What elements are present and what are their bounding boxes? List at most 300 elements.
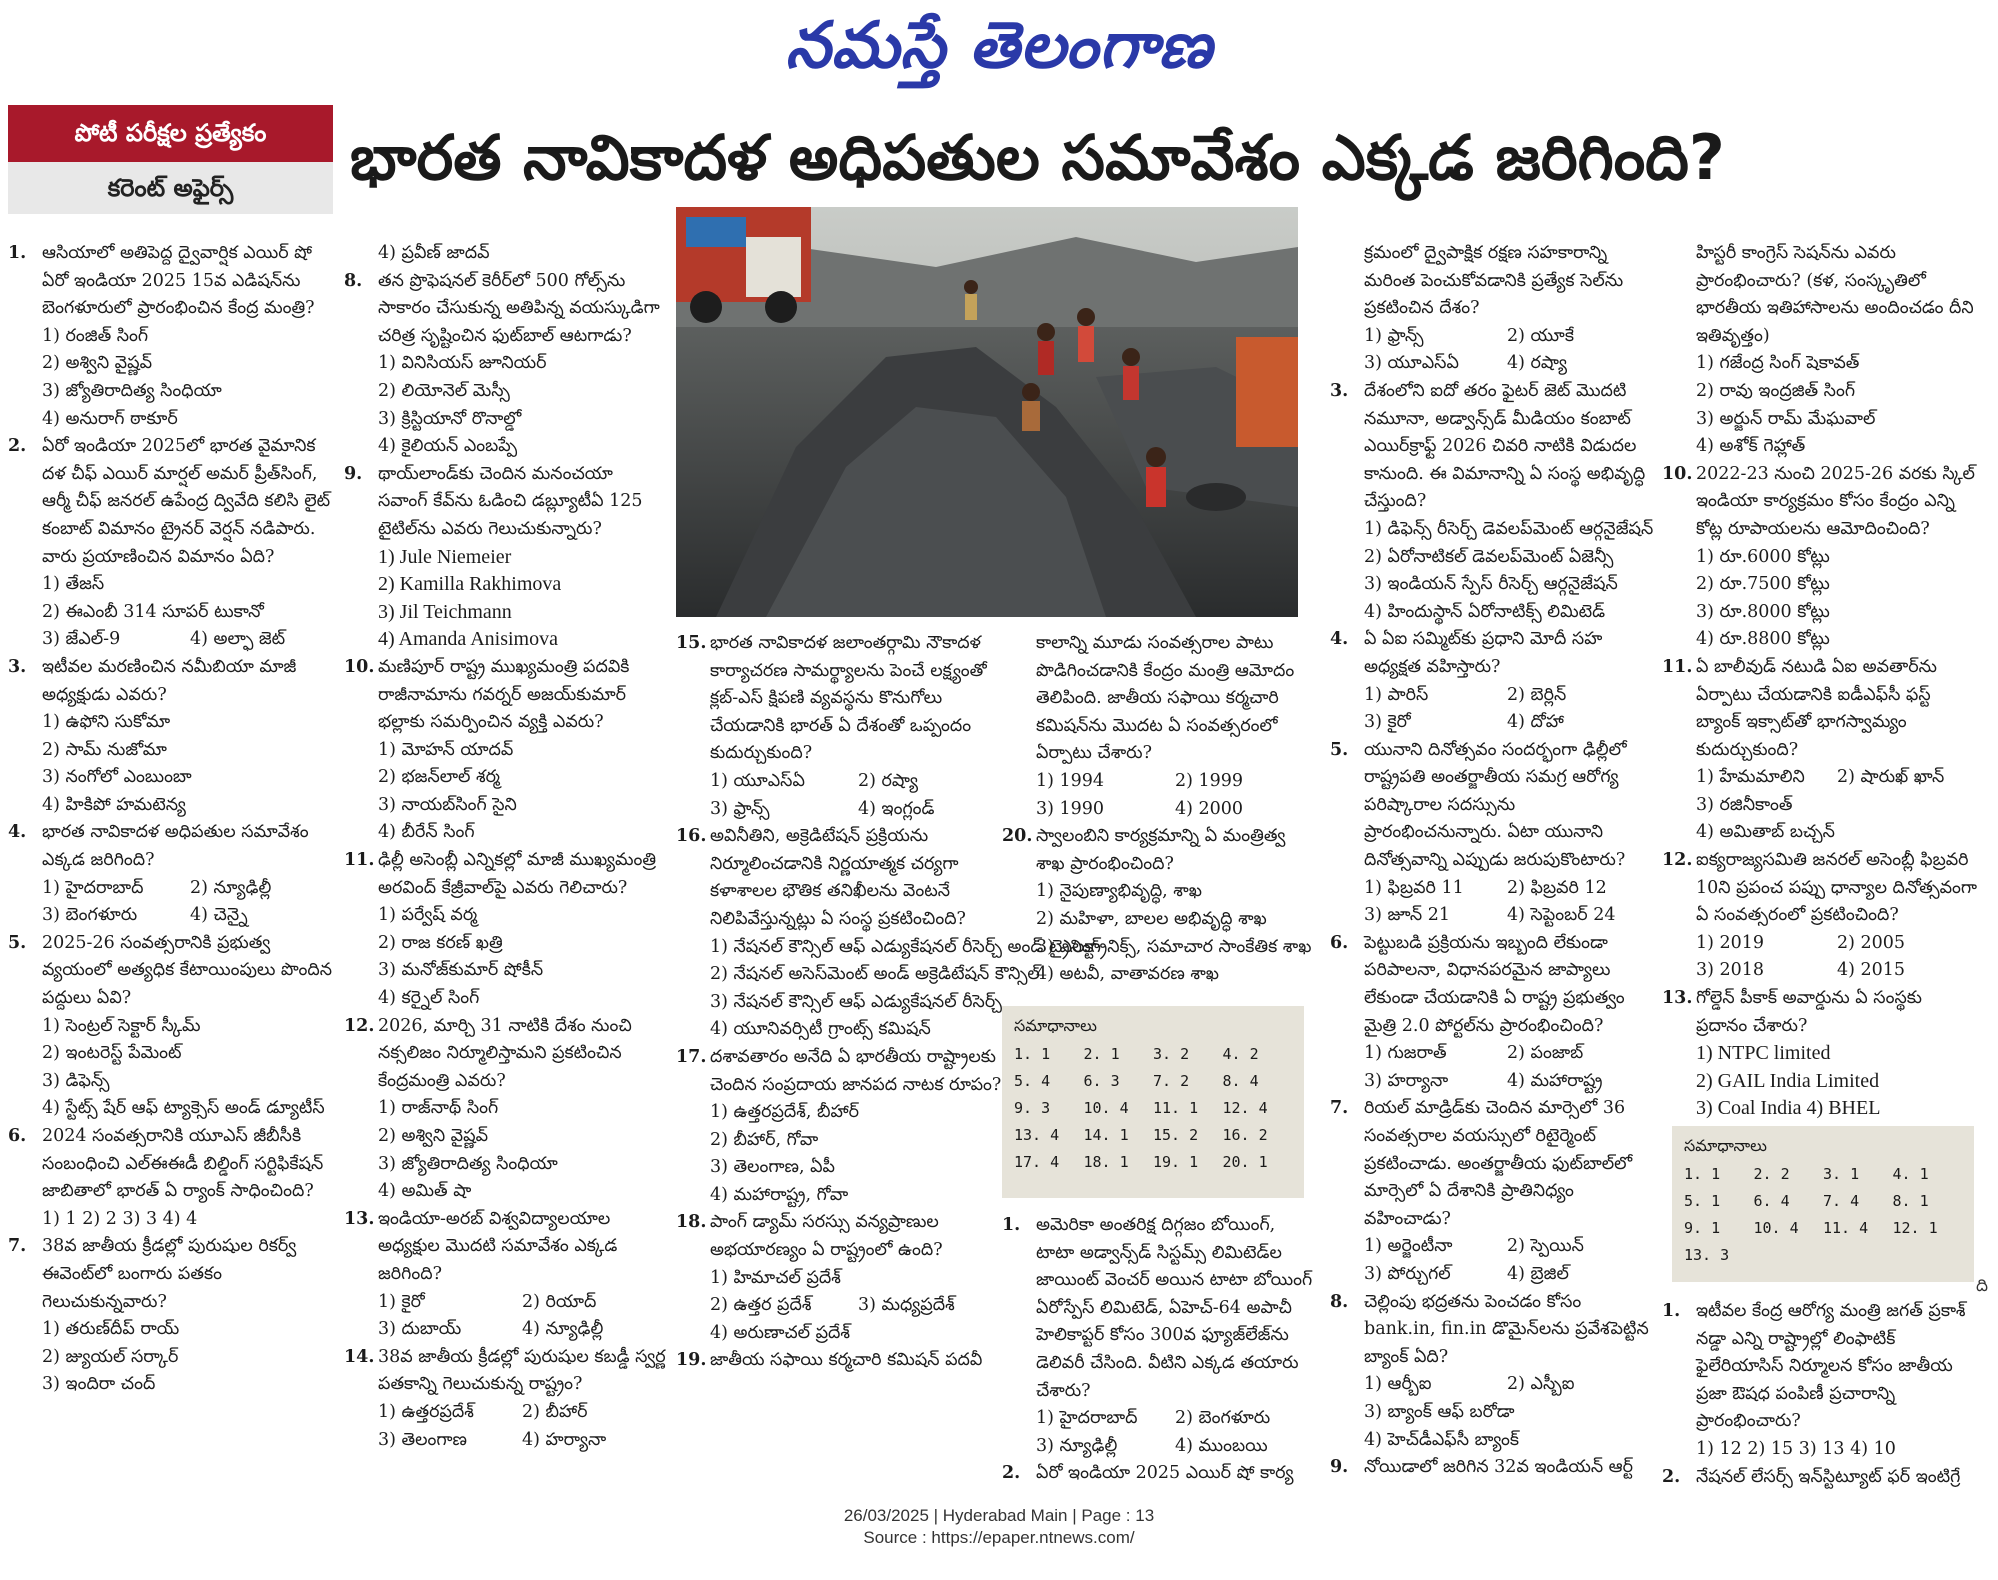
option-item: 3) యూఎస్ఏ: [1364, 353, 1459, 374]
question-text: పాంగ్ డ్యామ్ సరస్సు వన్యప్రాణుల అభయారణ్యం ఏ రాష్ట్రంలో ఉంది?: [710, 1212, 943, 1261]
question-number: 9.: [344, 463, 363, 484]
option-item: 1) రంజిత్ సింగ్: [42, 325, 149, 346]
option-item: 1) Jule Niemeier: [378, 545, 512, 568]
question-block: [676, 1044, 1006, 1210]
answer-item: 9. 1: [1684, 1219, 1721, 1237]
question-block: [1662, 240, 1978, 461]
options-group: [1662, 930, 1978, 985]
answer-item: 13. 3: [1684, 1246, 1730, 1264]
answer-item: 12. 1: [1892, 1219, 1938, 1237]
question-block: [1330, 1454, 1650, 1482]
question-text: స్వాలంబిని కార్యక్రమాన్ని ఏ మంత్రిత్వ శాఖ ప్రారంభించింది?: [1036, 826, 1286, 874]
question-number: 4.: [1330, 629, 1349, 650]
option-item: 2) బెంగళూరు: [1175, 1408, 1271, 1429]
question-number: 8.: [1330, 1291, 1349, 1312]
option-item: 3) 2018: [1696, 960, 1765, 981]
answer-item: 11. 1: [1153, 1099, 1199, 1117]
question-block: [1002, 1212, 1314, 1460]
option-item: 3) హర్యానా: [1364, 1070, 1449, 1091]
question-number: 13.: [1662, 988, 1693, 1009]
answer-item: 7. 2: [1153, 1072, 1190, 1090]
question-row: [344, 1013, 666, 1096]
question-row: [1330, 378, 1650, 516]
option-item: 4) Amanda Anisimova: [378, 628, 558, 651]
option-item: 1) ఉత్తరప్రదేశ్, బీహార్: [710, 1102, 859, 1123]
option-item: 1) గజేంద్ర సింగ్ షెకావత్: [1696, 353, 1860, 374]
option-item: 4) అల్ఫా జెట్: [190, 629, 286, 650]
option-item: 1) వినిసియస్ జూనియర్: [378, 353, 547, 374]
option-item: 3) జూన్ 21: [1364, 905, 1451, 926]
question-number: 10.: [344, 656, 375, 677]
option-item: 2) 2005: [1837, 932, 1906, 953]
option-item: 2) మహిళా, బాలల అభివృద్ధి శాఖ: [1036, 908, 1267, 929]
option-item: 1) మోహన్ యాదవ్: [378, 739, 514, 760]
option-item: 4) హిందుస్థాన్ ఏరోనాటిక్స్ లిమిటెడ్: [1364, 601, 1606, 622]
option-item: 2) షారుఖ్ ఖాన్: [1837, 767, 1945, 788]
option-item: 3) ఇండియన్ స్పేస్ రీసెర్చ్ ఆర్గనైజేషన్: [1364, 574, 1618, 595]
question-text: హిస్టరీ కాంగ్రెస్ సెషన్‌ను ఎవరు ప్రారంభించారు? (కళ, సంస్కృతిలో భారతీయ ఇతిహాసాలను అందించడం దీని ఇతివృత్తం): [1696, 243, 1974, 346]
question-text: ఐక్యరాజ్యసమితి జనరల్ అసెంబ్లీ ఫిబ్రవరి 10ని ప్రపంచ పప్పు ధాన్యాల దినోత్సవంగా ఏ సంవత్సరంలో ప్రకటించింది?: [1696, 850, 1978, 926]
option-item: 1) హిమాచల్ ప్రదేశ్: [710, 1267, 841, 1288]
question-block: [1662, 654, 1978, 847]
answer-item: 5. 1: [1684, 1192, 1721, 1210]
question-row: [1002, 1460, 1314, 1488]
option-item: 1) పర్వేష్ వర్మ: [378, 905, 478, 926]
question-number: 11.: [1662, 656, 1693, 677]
option-item: 2) పంజాబ్: [1507, 1043, 1584, 1064]
option-item: 1) ఆర్బీఐ: [1364, 1374, 1432, 1395]
question-text: భారత నావికాదళ జలాంతర్గామి నౌకాదళ కార్యాచరణ సామర్థ్యాలను పెంచే లక్ష్యంతో క్లబ్-ఎస్ క్షిపణి వ్యవస్థను కొనుగోలు చేయడానికి భారత్ ఏ దేశంతో ఒప్పందం కుదుర్చుకుంది?: [710, 633, 987, 764]
option-item: 2) భజన్‌లాల్ శర్మ: [378, 767, 500, 788]
answer-item: 7. 4: [1823, 1192, 1860, 1210]
question-block: [344, 1013, 666, 1206]
answer-item: 6. 4: [1753, 1192, 1790, 1210]
question-text: ఏ ఏఐ సమ్మిట్‌కు ప్రధాని మోదీ సహ అధ్యక్షత వహిస్తారు?: [1364, 629, 1603, 677]
question-block: [344, 268, 666, 461]
question-block: [676, 1209, 1006, 1347]
answer-item: 2. 2: [1753, 1165, 1790, 1183]
question-row: [1330, 930, 1650, 1040]
question-number: 6.: [8, 1126, 27, 1146]
answer-key-title: సమాధానాలు: [1684, 1136, 1767, 1155]
question-text: జాతీయ సఫాయి కర్మచారి కమిషన్ పదవీ: [710, 1350, 983, 1371]
question-block: [1330, 240, 1650, 378]
question-block: [1662, 847, 1978, 985]
answer-item: 20. 1: [1222, 1153, 1268, 1171]
column-6: [1662, 240, 1978, 1123]
option-item: 4) న్యూఢిల్లీ: [522, 1319, 604, 1340]
question-block: [344, 240, 666, 268]
question-row: [344, 654, 666, 737]
question-text: ఆసియాలో అతిపెద్ద ద్వైవార్షిక ఎయిర్ షో ఏరో ఇండియా 2025 15వ ఎడిషన్‌ను బెంగళూరులో ప్రారంభించిన కేంద్ర మంత్రి?: [42, 243, 315, 319]
option-item: 2) రియాద్: [522, 1291, 597, 1312]
option-item: 1) 1994: [1036, 770, 1105, 791]
question-text: యునాని దినోత్సవం సందర్భంగా ఢిల్లీలో రాష్ట్రపతి అంతర్జాతీయ సమగ్ర ఆరోగ్య పరిష్కారాల సదస్సును ప్రారంభించనున్నారు. ఏటా యునాని దినోత్సవాన్ని ఎప్పుడు జరుపుకొంటారు?: [1364, 739, 1627, 871]
question-row: [8, 819, 338, 874]
option-item: 3) క్రిస్టియానో రొనాల్డో: [378, 408, 522, 429]
question-number: 9.: [1330, 1457, 1349, 1478]
option-item: 4) కైలియన్ ఎంబప్పే: [378, 436, 518, 457]
option-item: 1) 2019: [1696, 932, 1765, 953]
option-item: 4) 2015: [1837, 960, 1906, 981]
option-item: 3) పోర్చుగల్: [1364, 1263, 1451, 1284]
question-number: [1662, 240, 1696, 350]
answer-item: 6. 3: [1083, 1072, 1120, 1090]
option-item: 2) నేషనల్ అసెస్‌మెంట్ అండ్ అక్రెడిటేషన్ కౌన్సిల్: [710, 964, 1040, 985]
option-item: 1) హేమమాలిని: [1696, 767, 1805, 788]
option-item: 4) హికిపో హమటెన్య: [42, 794, 186, 815]
option-item: 2) 1999: [1175, 770, 1244, 791]
option-item: 3) రజినీకాంత్: [1696, 794, 1793, 815]
question-row: [344, 268, 666, 351]
question-number: 1.: [1002, 1215, 1021, 1235]
options-group: [1330, 1371, 1650, 1454]
option-item: 3) జ్యోతిరాదిత్య సింధియా: [42, 380, 222, 401]
question-block: [1330, 737, 1650, 930]
option-item: 1) NTPC limited: [1696, 1042, 1831, 1065]
options-group: [344, 240, 666, 268]
option-item: 3) కైరో: [1364, 712, 1411, 733]
answer-item: 4. 1: [1892, 1165, 1929, 1183]
option-item: 1) నైపుణ్యాభివృద్ధి, శాఖ: [1036, 881, 1202, 902]
question-number: 20.: [1002, 826, 1033, 847]
coal-mine-photo-svg: [676, 207, 1298, 617]
question-row: [1330, 737, 1650, 875]
options-group: [8, 709, 338, 819]
question-row: [1662, 1464, 1978, 1492]
answer-key-1: [1002, 1006, 1304, 1198]
options-group: [8, 1206, 338, 1234]
options-group: [344, 737, 666, 847]
question-text: తన ప్రొఫెషనల్ కెరీర్‌లో 500 గోల్స్‌ను సాకారం చేసుకున్న అతిపిన్న వయస్కుడిగా చరిత్ర సృష్టించిన ఫుట్‌బాల్ ఆటగాడు?: [378, 270, 660, 346]
option-item: 3) జేఎల్-9: [42, 629, 121, 650]
answer-item: 19. 1: [1153, 1153, 1199, 1171]
option-item: 2) సామ్ నుజోమా: [42, 739, 167, 760]
option-item: 4) బ్రెజిల్: [1507, 1263, 1569, 1284]
option-item: 1) 12 2) 15 3) 13 4) 10: [1696, 1438, 1896, 1459]
option-item: 4) 2000: [1175, 798, 1244, 819]
question-text: ఇటీవల మరణించిన నమీబియా మాజీ అధ్యక్షుడు ఎవరు?: [42, 656, 297, 705]
option-item: 4) అమిత్ షా: [378, 1181, 472, 1202]
question-block: [8, 930, 338, 1123]
question-text: ఢిల్లీ అసెంబ్లీ ఎన్నికల్లో మాజీ ముఖ్యమంత్రి అరవింద్ కేజ్రీవాల్‌పై ఎవరు గెలిచారు?: [378, 850, 657, 898]
option-item: 1) నేషనల్ కౌన్సిల్ ఆఫ్ ఎడ్యుకేషనల్ రీసెర్చ్ అండ్ ట్రైనింగ్: [710, 936, 1101, 957]
question-text: గోల్డెన్ పీకాక్ అవార్డును ఏ సంస్థకు ప్రదానం చేశారు?: [1696, 988, 1922, 1036]
question-number: 13.: [344, 1208, 375, 1229]
question-number: 14.: [344, 1346, 375, 1367]
options-group: [676, 1265, 1006, 1348]
question-row: [1662, 847, 1978, 930]
answer-item: 10. 4: [1753, 1219, 1799, 1237]
question-text: చెల్లింపు భద్రతను పెంచడం కోసం bank.in, fin.in డొమైన్‌లను ప్రవేశపెట్టిన బ్యాంక్ ఏది?: [1364, 1291, 1649, 1367]
options-group: [1662, 544, 1978, 654]
option-item: 1) రాజ్‌నాథ్ సింగ్: [378, 1098, 499, 1119]
option-item: 3) జ్యోతిరాదిత్య సింధియా: [378, 1153, 558, 1174]
question-text: 2024 సంవత్సరానికి యూఎస్ జీబీసీకి సంబంధించి ఎల్‌ఈఈడీ బిల్డింగ్ సర్టిఫికేషన్ జాబితాలో భారత్ ఏ ర్యాంక్ సాధించింది?: [42, 1126, 324, 1202]
question-block: [8, 240, 338, 433]
question-block: [1330, 626, 1650, 736]
question-row: [676, 1209, 1006, 1264]
footer: [0, 1505, 1998, 1549]
question-row: [8, 240, 338, 323]
question-row: [1330, 240, 1650, 323]
question-block: [8, 819, 338, 929]
question-text: భారత నావికాదళ అధిపతుల సమావేశం ఎక్కడ జరిగింది?: [42, 822, 309, 871]
answer-item: 3. 2: [1153, 1045, 1190, 1063]
question-row: [676, 1044, 1006, 1099]
options-group: [1330, 682, 1650, 737]
option-item: 3) మనోజ్‌కుమార్ షోకీన్: [378, 960, 544, 981]
coal-mine-photo: [676, 207, 1298, 617]
question-number: 5.: [1330, 739, 1349, 760]
option-item: 3) న్యూఢిల్లీ: [1036, 1435, 1118, 1456]
option-item: 4) బీరేన్ సింగ్: [378, 822, 475, 843]
question-number: 11.: [344, 850, 375, 871]
answer-item: 15. 2: [1153, 1126, 1199, 1144]
option-item: 2) అశ్విని వైష్ణవ్: [42, 353, 153, 374]
options-group: [1662, 1436, 1978, 1464]
question-block: [1662, 985, 1978, 1123]
option-item: 3) అర్జున్ రామ్ మేఘవాల్: [1696, 408, 1876, 429]
option-item: 2) Kamilla Rakhimova: [378, 573, 562, 596]
question-row: [676, 630, 1006, 768]
option-item: 4) చెన్నై: [190, 905, 248, 926]
option-item: 2) GAIL India Limited: [1696, 1069, 1880, 1092]
question-text: 2025-26 సంవత్సరానికి ప్రభుత్వ వ్యయంలో అత్యధిక కేటాయింపులు పొందిన పద్దులు ఏవి?: [42, 932, 333, 1009]
option-item: 4) ముంబయి: [1175, 1435, 1268, 1456]
options-group: [344, 1399, 666, 1454]
option-item: 2) ఫిబ్రవరి 12: [1507, 877, 1607, 898]
option-item: 3) నాయబ్‌సింగ్ సైని: [378, 794, 517, 815]
options-group: [344, 544, 666, 654]
column-5: [1330, 240, 1654, 1482]
question-number: 6.: [1330, 932, 1349, 953]
option-item: 3) బెంగళూరు: [42, 905, 138, 926]
question-block: [676, 1347, 1006, 1375]
option-item: 3) Jil Teichmann: [378, 600, 512, 623]
question-row: [1662, 1298, 1978, 1436]
answer-item: 1. 1: [1684, 1165, 1721, 1183]
question-number: 16.: [676, 826, 707, 847]
options-group: [344, 1095, 666, 1205]
options-group: [1330, 323, 1650, 378]
answer-key-2: [1672, 1126, 1974, 1282]
option-item: 4) అమితాబ్ బచ్చన్: [1696, 822, 1835, 843]
options-group: [1002, 768, 1314, 823]
question-number: 7.: [8, 1236, 27, 1257]
question-row: [8, 654, 338, 709]
options-group: [1330, 516, 1654, 626]
question-number: 19.: [676, 1350, 707, 1371]
question-row: [1662, 985, 1978, 1040]
option-item: 1) హైదరాబాద్: [42, 877, 144, 898]
options-group: [8, 571, 338, 654]
answer-item: 17. 4: [1014, 1153, 1060, 1171]
option-item: 4) రష్యా: [1507, 353, 1567, 374]
answer-item: 10. 4: [1083, 1099, 1129, 1117]
question-row: [1330, 1454, 1650, 1482]
answer-item: 16. 2: [1222, 1126, 1268, 1144]
question-block: [344, 1344, 666, 1454]
option-item: 2) అశ్విని వైష్ణవ్: [378, 1126, 489, 1146]
column-4: [1002, 630, 1314, 989]
options-group: [676, 768, 1006, 823]
option-item: 2) రాజ కరణ్ ఖత్రి: [378, 932, 503, 953]
option-item: 4) ప్రవీణ్ జాదవ్: [378, 243, 490, 263]
option-item: 3) దుబాయ్: [378, 1319, 462, 1340]
question-number: 3.: [8, 656, 27, 677]
question-text: మణిపూర్ రాష్ట్ర ముఖ్యమంత్రి పదవికి రాజీనామాను గవర్నర్ అజయ్‌కుమార్ భల్లాకు సమర్పించిన వ్యక్తి ఎవరు?: [378, 656, 630, 733]
answer-item: 4. 2: [1222, 1045, 1259, 1063]
question-row: [344, 1206, 666, 1289]
option-item: 1) ఉత్తరప్రదేశ్: [378, 1401, 474, 1422]
option-item: 1) తరుణ్‌దీప్ రాయ్: [42, 1319, 180, 1340]
question-text: దేశంలోని ఐదో తరం ఫైటర్ జెట్ మొదటి నమూనా, అడ్వాన్స్‌డ్ మీడియం కంబాట్ ఎయిర్‌క్రాఫ్ట్ 2026 చివరి నాటికి విడుదల కానుంది. ఈ విమానాన్ని ఏ సంస్థ అభివృద్ధి చేస్తుంది?: [1364, 380, 1646, 512]
answer-item: 8. 1: [1892, 1192, 1929, 1210]
option-item: 3) ఇందిరా చంద్: [42, 1374, 156, 1395]
headline: భారత నావికాదళ అధిపతుల సమావేశం ఎక్కడ జరిగింది?: [350, 121, 1725, 194]
option-item: 4) అనురాగ్ ఠాకూర్: [42, 408, 178, 429]
question-row: [1330, 626, 1650, 681]
option-item: 4) అటవీ, వాతావరణ శాఖ: [1036, 964, 1220, 985]
question-number: 8.: [344, 270, 363, 291]
option-item: 4) దోహా: [1507, 712, 1564, 733]
question-text: 38వ జాతీయ క్రీడల్లో పురుషుల రికర్వ్ ఈవెంట్‌లో బంగారు పతకం గెలుచుకున్నవారు?: [42, 1236, 297, 1312]
option-item: 3) తెలంగాణ: [378, 1429, 467, 1450]
question-block: [344, 461, 666, 654]
question-text: క్రమంలో ద్వైపాక్షిక రక్షణ సహకారాన్ని మరింత పెంచుకోవడానికి ప్రత్యేక సెల్‌ను ప్రకటించిన దేశం?: [1364, 243, 1624, 319]
options-group: [1330, 1233, 1650, 1288]
question-text: కాలాన్ని మూడు సంవత్సరాల పాటు పొడిగించడానికి కేంద్రం మంత్రి ఆమోదం తెలిపింది. జాతీయ సఫాయి కర్మచారి కమిషన్‌ను మొదట ఏ సంవత్సరంలో ఏర్పాటు చేశారు?: [1036, 633, 1295, 764]
option-item: 4) అశోక్ గెహ్లాత్: [1696, 436, 1806, 457]
question-number: 15.: [676, 633, 707, 653]
question-row: [1662, 654, 1978, 764]
answer-item: 3. 1: [1823, 1165, 1860, 1183]
option-item: 1) పారిస్: [1364, 684, 1429, 705]
question-text: 2022-23 నుంచి 2025-26 వరకు స్కిల్ ఇండియా కార్యక్రమం కోసం కేంద్రం ఎన్ని కోట్ల రూపాయలను ఆమోదించింది?: [1696, 463, 1975, 539]
option-item: 1) యూఎస్ఏ: [710, 770, 805, 791]
options-group: [344, 1289, 666, 1344]
answer-item: 18. 1: [1083, 1153, 1129, 1171]
option-item: 4) కర్నైల్ సింగ్: [378, 988, 480, 1009]
option-item: 3) ఫ్రాన్స్: [710, 798, 770, 819]
question-block: [8, 433, 338, 654]
question-block: [1330, 378, 1654, 626]
question-number: 5.: [8, 932, 27, 953]
answer-item: 11. 4: [1823, 1219, 1869, 1237]
question-number: 12.: [344, 1015, 375, 1036]
answer-key-title: సమాధానాలు: [1014, 1016, 1097, 1035]
question-text: 38వ జాతీయ క్రీడల్లో పురుషుల కబడ్డీ స్వర్ణ పతకాన్ని గెలుచుకున్న రాష్ట్రం?: [378, 1346, 666, 1395]
option-item: 4) హెచ్‌డీఎఫ్‌సీ బ్యాంక్: [1364, 1429, 1519, 1450]
option-item: 2) ఉత్తర ప్రదేశ్: [710, 1295, 812, 1316]
section-tag: [8, 105, 333, 214]
option-item: 1) డిఫెన్స్ రీసెర్చ్ డెవలప్‌మెంట్ ఆర్గనైజేషన్: [1364, 518, 1654, 539]
options-group: [1662, 1040, 1978, 1123]
option-item: 2) ఈఎంబీ 314 సూపర్ టుకానో: [42, 601, 264, 622]
option-item: 3) నంగోలో ఎంబుంబా: [42, 767, 192, 788]
option-item: 3) తెలంగాణ, ఏపీ: [710, 1157, 836, 1178]
question-number: 1.: [1662, 1301, 1681, 1321]
option-item: 2) స్పెయిన్: [1507, 1236, 1584, 1257]
option-item: 1) హైదరాబాద్: [1036, 1408, 1138, 1429]
answer-item: 1. 1: [1014, 1045, 1051, 1063]
question-row: [8, 930, 338, 1013]
option-item: 4) యూనివర్సిటీ గ్రాంట్స్ కమిషన్: [710, 1019, 931, 1040]
option-item: 1) కైరో: [378, 1291, 425, 1312]
question-text: పెట్టుబడి ప్రక్రియను ఇబ్బంది లేకుండా పరిపాలనా, విధానపరమైన జాప్యాలు లేకుండా చేయడానికి ఏ రాష్ట్ర ప్రభుత్వం మైత్రి 2.0 పోర్టల్‌ను ప్రారంభించింది?: [1364, 932, 1625, 1036]
answer-grid: [1684, 1165, 1962, 1264]
question-number: 2.: [1002, 1463, 1021, 1484]
option-item: 3) బ్యాంక్ ఆఫ్ బరోడా: [1364, 1401, 1515, 1422]
options-group: [1330, 1040, 1650, 1095]
question-block: [1662, 1298, 1978, 1464]
question-row: [1662, 240, 1978, 350]
footer-source-line: Source : https://epaper.ntnews.com/: [863, 1528, 1135, 1547]
question-row: [344, 1344, 666, 1399]
option-item: 2) రావు ఇంద్రజిత్ సింగ్: [1696, 380, 1856, 401]
option-item: 1) గుజరాత్: [1364, 1043, 1447, 1064]
answer-grid: [1014, 1045, 1292, 1171]
option-item: 2) ఎస్బీఐ: [1507, 1374, 1575, 1395]
answer-item: 12. 4: [1222, 1099, 1268, 1117]
question-text: అవినీతిని, అక్రెడిటేషన్ ప్రక్రియను నిర్మూలించడానికి నిర్ణయాత్మక చర్యగా కళాశాలల భౌతిక తనిఖీలను వెంటనే నిలిపివేస్తున్నట్లు ఏ సంస్థ ప్రకటించింది?: [710, 826, 966, 929]
question-block: [8, 654, 338, 820]
question-number: 18.: [676, 1212, 707, 1233]
question-block: [1330, 1095, 1650, 1288]
question-row: [8, 1233, 338, 1316]
question-text: నోయిడాలో జరిగిన 32వ ఇండియన్ ఆర్ట్: [1364, 1457, 1634, 1478]
question-block: [1662, 461, 1978, 654]
section-tag-bottom: కరెంట్ అఫైర్స్: [8, 162, 333, 214]
options-group: [1330, 875, 1650, 930]
question-block: [1330, 1289, 1650, 1455]
question-number: 3.: [1330, 380, 1349, 401]
question-text: రియల్ మాడ్రిడ్‌కు చెందిన మార్సెలో 36 సంవత్సరాల వయస్సులో రిటైర్మెంట్ ప్రకటించాడు. అంతర్జాతీయ ఫుట్‌బాల్‌లో మార్సెలో ఏ దేశానికి ప్రాతినిధ్యం వహించాడు?: [1364, 1098, 1633, 1229]
option-item: 1) తేజస్: [42, 574, 105, 595]
question-text: ఇటీవల కేంద్ర ఆరోగ్య మంత్రి జగత్ ప్రకాశ్ నడ్డా ఎన్ని రాష్ట్రాల్లో లింఫాటిక్ ఫైలేరియాసిస్ నిర్మూలన కోసం జాతీయ ప్రజా ఔషధ పంపిణీ ప్రచారాన్ని ప్రారంభించారు?: [1696, 1301, 1966, 1432]
question-number: 2.: [1662, 1466, 1681, 1487]
options-group: [8, 875, 338, 930]
option-item: 4) స్టేట్స్ షేర్ ఆఫ్ ట్యాక్సెస్ అండ్ డ్యూటీస్: [42, 1098, 325, 1119]
question-row: [8, 1123, 338, 1206]
option-item: 3) ఎలక్ట్రానిక్స్, సమాచార సాంకేతిక శాఖ: [1036, 936, 1312, 957]
question-text: అమెరికా అంతరిక్ష దిగ్గజం బోయింగ్, టాటా అడ్వాన్స్‌డ్ సిస్టమ్స్ లిమిటెడ్‌ల జాయింట్ వెంచర్ అయిన టాటా బోయింగ్ ఏరోస్పేస్ లిమిటెడ్, ఏహెచ్-64 అపాచీ హెలికాప్టర్ కోసం 300వ ఫ్యూజ్‌లేజ్‌ను డెలివరీ చేసింది. వీటిని ఎక్కడ తయారు చేశారు?: [1036, 1215, 1313, 1401]
section-tag-top: పోటీ పరీక్షల ప్రత్యేకం: [8, 105, 333, 162]
question-block: [1002, 630, 1314, 823]
edge-mark: ది: [1976, 1276, 1989, 1296]
options-group: [8, 323, 338, 433]
option-item: 1) రూ.6000 కోట్లు: [1696, 546, 1830, 567]
option-item: 4) అరుణాచల్ ప్రదేశ్: [710, 1322, 851, 1343]
options-group: [676, 1099, 1006, 1209]
question-block: [344, 1206, 666, 1344]
question-block: [8, 1123, 338, 1233]
question-block: [344, 847, 666, 1013]
option-item: 1) ఫిబ్రవరి 11: [1364, 877, 1464, 898]
option-item: 3) మధ్యప్రదేశ్: [858, 1295, 955, 1316]
options-group: [1002, 878, 1314, 988]
option-item: 4) రూ.8800 కోట్లు: [1696, 629, 1830, 650]
options-group: [8, 1316, 338, 1399]
column-4-lower: [1002, 1212, 1314, 1488]
option-item: 4) మహారాష్ట్ర: [1507, 1070, 1603, 1091]
options-group: [344, 350, 666, 460]
option-item: 2) లియోనెల్ మెస్సీ: [378, 380, 510, 401]
answer-item: 9. 3: [1014, 1099, 1051, 1117]
answer-item: 5. 4: [1014, 1072, 1051, 1090]
option-item: 3) డిఫెన్స్: [42, 1070, 110, 1091]
